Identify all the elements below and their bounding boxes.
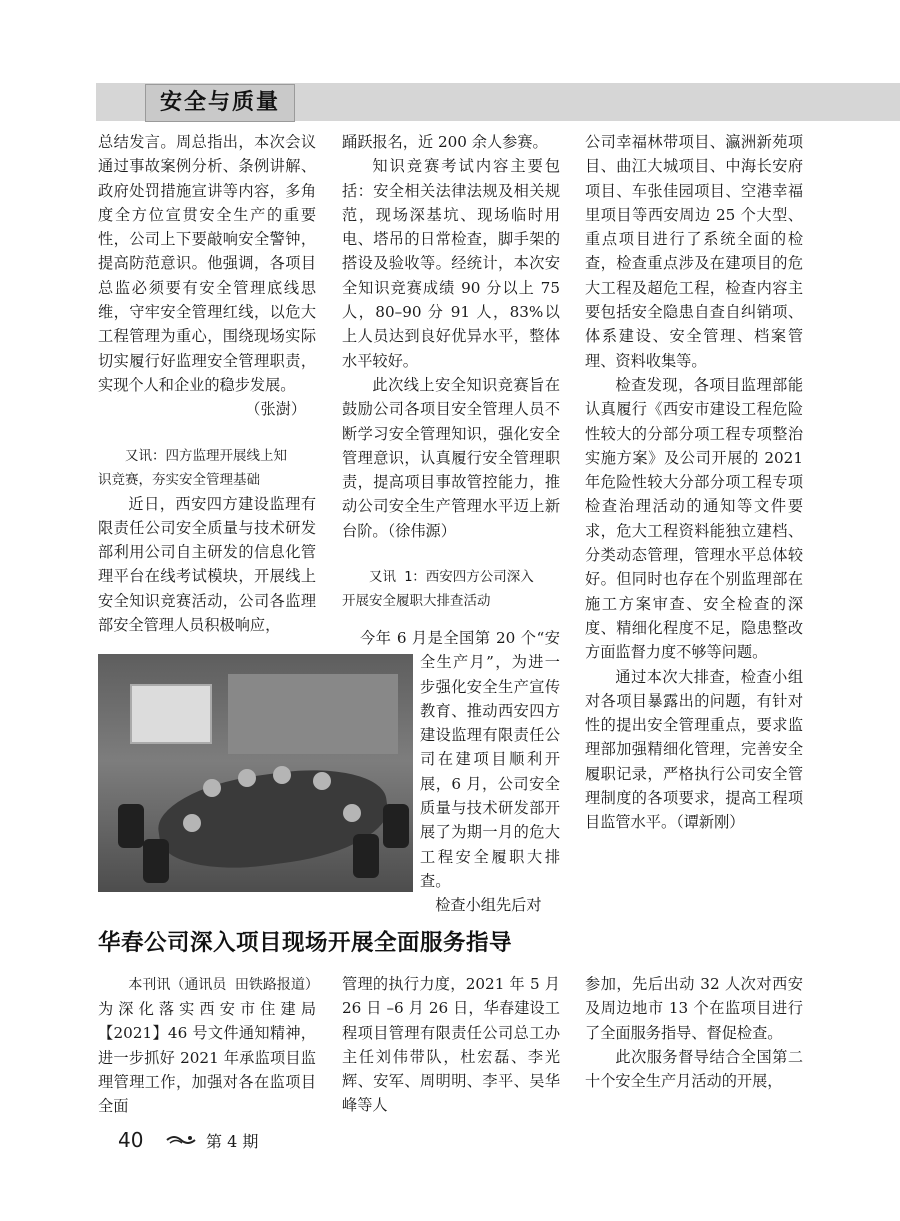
column-2 — [342, 130, 560, 613]
column-1 — [98, 130, 316, 637]
news-subheading-line2: 开展安全履职大排查活动 — [342, 593, 491, 610]
article2-column-3 — [585, 972, 803, 1093]
paragraph-text: 为深化落实西安市住建局【2021】46 号文件通知精神，进一步抓好 2021 年承监项目监理管理工作，加强对各在监项目全面 — [98, 1000, 316, 1116]
paragraph: 今年 6 月是全国第 20 个“安全生产月”，为进一步强化安全生产宣传教育、推动西安四方建设监理有限责任公司在建项目顺利开展，6 月，公司安全质量与技术研发部开展了为期一月的危大工程安全履职大排查。 — [360, 629, 560, 890]
paragraph: 管理的执行力度，2021 年 5 月 26 日 –6 月 26 日，华春建设工程项目管理有限责任公司总工办主任刘伟带队，杜宏磊、李光辉、安军、周明明、李平、吴华峰等人 — [342, 975, 560, 1115]
news-subheading: 又讯：四方监理开展线上知 — [125, 447, 287, 464]
attendee — [183, 814, 201, 832]
spacer — [342, 543, 560, 565]
chair — [383, 804, 409, 848]
article2-column-2 — [342, 972, 560, 1118]
paragraph: 检查发现，各项目监理部能认真履行《西安市建设工程危险性较大的分部分项工程专项整治实施方案》及公司开展的 2021 年危险性较大分部分项工程专项检查治理活动的通知等文件要求，危大工程资料能独立建档、分类动态管理，管理水平总体较好。但同时也存在个别监理部在施工方案审查、安全检查的深度、精细化程度不足，隐患整改方面监督力度不够等问题。 — [585, 375, 803, 662]
article-title: 华春公司深入项目现场开展全面服务指导 — [98, 930, 513, 956]
article2-column-1 — [98, 972, 319, 1118]
paragraph: 近日，西安四方建设监理有限责任公司安全质量与技术研发部利用公司自主研发的信息化管理平台在线考试模块，开展线上安全知识竞赛活动，公司各监理部安全管理人员积极响应， — [98, 494, 316, 635]
column-2-wrap — [360, 626, 560, 918]
attendee — [273, 766, 291, 784]
magazine-logo-icon — [166, 1133, 196, 1147]
column-3 — [585, 130, 803, 835]
paragraph: 此次服务督导结合全国第二十个安全生产月活动的开展， — [585, 1047, 803, 1091]
section-title: 安全与质量 — [145, 84, 295, 122]
paragraph: 知识竞赛考试内容主要包括：安全相关法律法规及相关规范，现场深基坑、现场临时用电、塔吊的日常检查，脚手架的搭设及验收等。经统计，本次安全知识竞赛成绩 90 分以上 75 人，80–90 分 91 人，83%以上人员达到良好优异水平，整体水平较好。 — [342, 157, 560, 370]
page-number: 40 — [118, 1128, 144, 1152]
paragraph: 踊跃报名，近 200 余人参赛。 — [342, 133, 548, 151]
news-subheading-line2: 识竞赛，夯实安全管理基础 — [98, 471, 260, 488]
paragraph: 通过本次大排查，检查小组对各项目暴露出的问题，有针对性的提出安全管理重点，要求监理部加强精细化管理，完善安全履职记录，严格执行公司安全管理制度的各项要求，提高工程项目监管水平。（谭新刚） — [585, 667, 803, 832]
chair — [118, 804, 144, 848]
issue-number: 第 4 期 — [206, 1132, 259, 1151]
paragraph: 此次线上安全知识竞赛旨在鼓励公司各项目安全管理人员不断学习安全管理知识，强化安全管理意识，认真履行安全管理职责，提高项目事故管控能力，推动公司安全生产管理水平迈上新台阶。（徐伟源） — [342, 375, 560, 540]
chair — [143, 839, 169, 883]
chair — [353, 834, 379, 878]
paragraph: 总结发言。周总指出，本次会议通过事故案例分析、条例讲解、政府处罚措施宣讲等内容，多角度全方位宣贯安全生产的重要性，公司上下要敲响安全警钟，提高防范意识。他强调，各项目总监必须要有安全管理底线思维，守牢安全管理红线，以危大工程管理为重心，围绕现场实际切实履行好监理安全管理职责，实现个人和企业的稳步发展。 — [98, 133, 316, 394]
paragraph: 检查小组先后对 — [435, 896, 542, 915]
spacer — [98, 422, 316, 444]
projector-screen — [130, 684, 212, 744]
paragraph: 参加，先后出动 32 人次对西安及周边地市 13 个在监项目进行了全面服务指导、督促检查。 — [585, 975, 803, 1042]
photo-wall — [228, 674, 398, 754]
attendee — [313, 772, 331, 790]
author-signature: （张澍） — [245, 400, 306, 419]
meeting-photo — [98, 654, 413, 892]
article-dateline: 本刊讯（通讯员 田铁路报道） — [128, 977, 319, 993]
attendee — [238, 769, 256, 787]
news-subheading: 又讯 1：西安四方公司深入 — [369, 569, 534, 586]
paragraph — [98, 972, 319, 1118]
attendee — [203, 779, 221, 797]
attendee — [343, 804, 361, 822]
paragraph: 公司幸福林带项目、瀛洲新苑项目、曲江大城项目、中海长安府项目、车张佳园项目、空港幸福里项目等西安周边 25 个大型、重点项目进行了系统全面的检查，检查重点涉及在建项目的危大工程及超危工程，检查内容主要包括安全隐患自查自纠销项、体系建设、安全管理、档案管理、资料收集等。 — [585, 133, 803, 370]
